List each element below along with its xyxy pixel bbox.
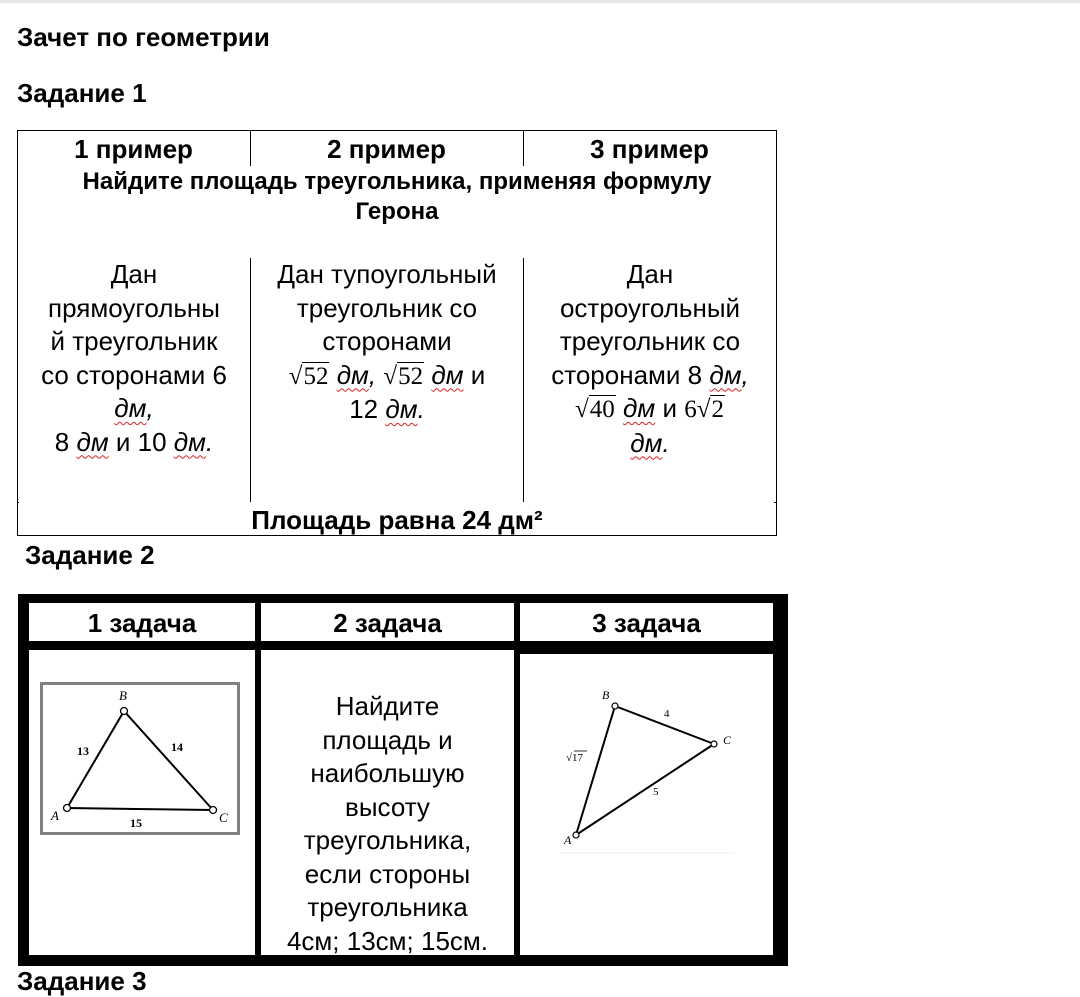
task3-heading: Задание 3 bbox=[17, 966, 147, 996]
task1-answer: Площадь равна 24 дм² bbox=[251, 505, 543, 535]
example-2-text bbox=[253, 258, 521, 427]
text-line bbox=[21, 426, 247, 460]
sqrt-expression: √52 bbox=[288, 362, 329, 390]
sqrt-expression: 6√2 bbox=[684, 396, 724, 423]
punct: . bbox=[417, 394, 425, 424]
side-label-bc: 14 bbox=[171, 740, 183, 754]
triangle-sqrt17-4-5-figure bbox=[520, 654, 773, 955]
text-line: наибольшую bbox=[310, 758, 465, 788]
header-example-2: 2 пример bbox=[327, 134, 446, 164]
instruction-line: Герона bbox=[355, 198, 439, 225]
problem-2-text bbox=[261, 650, 514, 958]
text: 8 bbox=[54, 426, 77, 457]
punct: . bbox=[662, 427, 670, 458]
top-border bbox=[0, 0, 1080, 3]
sqrt-expression: √40 bbox=[575, 396, 615, 423]
unit: дм bbox=[431, 359, 464, 390]
problem-1-cell bbox=[29, 650, 255, 955]
vertex-label-a: A bbox=[51, 808, 59, 823]
unit: дм bbox=[114, 393, 147, 423]
divider bbox=[17, 502, 19, 503]
radicand: 52 bbox=[398, 362, 424, 390]
divider bbox=[250, 258, 251, 502]
text-line bbox=[526, 359, 774, 393]
side-label-ab: √17 bbox=[566, 752, 584, 764]
punct: , bbox=[741, 359, 749, 390]
text-line: со сторонами 6 bbox=[41, 359, 227, 390]
vertex-label-b: B bbox=[602, 688, 610, 702]
problem-3-cell bbox=[520, 654, 773, 955]
instruction-line: Найдите площадь треугольника, применяя формулу bbox=[82, 168, 712, 195]
text-line: остроугольный bbox=[559, 292, 741, 323]
text-line: Дан bbox=[110, 259, 158, 289]
divider bbox=[250, 130, 251, 166]
header-example-1: 1 пример bbox=[74, 134, 193, 164]
vertex-label-c: C bbox=[219, 810, 228, 825]
text: сторонами 8 bbox=[551, 359, 710, 390]
text: и bbox=[655, 393, 685, 423]
side-label-ac: 5 bbox=[653, 786, 659, 798]
header-problem-3: 3 задача bbox=[520, 603, 773, 641]
text: и 10 bbox=[108, 426, 174, 457]
text-line: сторонами bbox=[322, 326, 452, 356]
text-line: й треугольник bbox=[50, 326, 218, 356]
unit: дм bbox=[709, 359, 742, 390]
radicand: 2 bbox=[711, 396, 724, 423]
radicand: 17 bbox=[572, 752, 584, 764]
text-line bbox=[21, 392, 247, 426]
text-line: треугольник со bbox=[559, 326, 741, 356]
text-line: треугольника, bbox=[303, 825, 472, 855]
task1-table bbox=[17, 130, 777, 536]
divider bbox=[523, 258, 524, 502]
text-line: треугольник со bbox=[296, 292, 478, 323]
side-label-bc: 4 bbox=[664, 708, 670, 720]
divider bbox=[774, 502, 776, 503]
triangle-13-14-15-figure bbox=[29, 650, 255, 955]
radicand: 52 bbox=[303, 362, 329, 390]
task2-heading: Задание 2 bbox=[25, 540, 155, 570]
text-line: Найдите bbox=[335, 691, 440, 721]
text: 12 bbox=[349, 394, 386, 424]
vertex-label-a: A bbox=[564, 833, 572, 847]
coefficient: 6 bbox=[684, 396, 697, 423]
unit: дм bbox=[630, 427, 663, 458]
text-line: 4см; 13см; 15см. bbox=[286, 925, 489, 956]
task1-instruction bbox=[17, 167, 777, 227]
example-1-text bbox=[21, 258, 247, 459]
punct: . bbox=[205, 426, 214, 457]
unit: дм bbox=[623, 393, 656, 423]
text-line: высоту bbox=[345, 791, 430, 822]
header-problem-1: 1 задача bbox=[29, 603, 255, 641]
task1-heading: Задание 1 bbox=[17, 78, 147, 108]
unit: дм bbox=[76, 426, 109, 457]
side-label-ab: 13 bbox=[77, 744, 89, 758]
punct: , bbox=[368, 359, 377, 390]
unit: дм bbox=[385, 394, 418, 424]
text-line: треугольника bbox=[307, 892, 468, 922]
text-line: Дан bbox=[626, 259, 674, 289]
side-label-ac: 15 bbox=[130, 816, 142, 830]
text-line: прямоугольны bbox=[48, 292, 220, 323]
text-line bbox=[526, 427, 774, 461]
text-line bbox=[253, 393, 521, 427]
text-line bbox=[253, 359, 521, 394]
header-problem-2: 2 задача bbox=[261, 603, 514, 641]
task2-table bbox=[18, 594, 788, 966]
page-title: Зачет по геометрии bbox=[17, 22, 270, 52]
unit: дм bbox=[173, 426, 206, 457]
text-line bbox=[526, 392, 774, 427]
punct: , bbox=[146, 393, 154, 423]
text-line: если стороны bbox=[304, 858, 471, 889]
vertex-label-b: B bbox=[119, 688, 127, 703]
text-line: Дан тупоугольный bbox=[277, 259, 497, 289]
radicand: 40 bbox=[589, 396, 615, 423]
problem-2-cell bbox=[261, 650, 514, 955]
text: и bbox=[463, 359, 486, 390]
divider bbox=[523, 130, 524, 166]
sqrt-expression: √52 bbox=[383, 362, 424, 390]
example-3-text bbox=[526, 258, 774, 460]
unit: дм bbox=[336, 359, 369, 390]
vertex-label-c: C bbox=[723, 733, 732, 747]
header-example-3: 3 пример bbox=[590, 134, 709, 164]
text-line: площадь и bbox=[322, 724, 453, 755]
